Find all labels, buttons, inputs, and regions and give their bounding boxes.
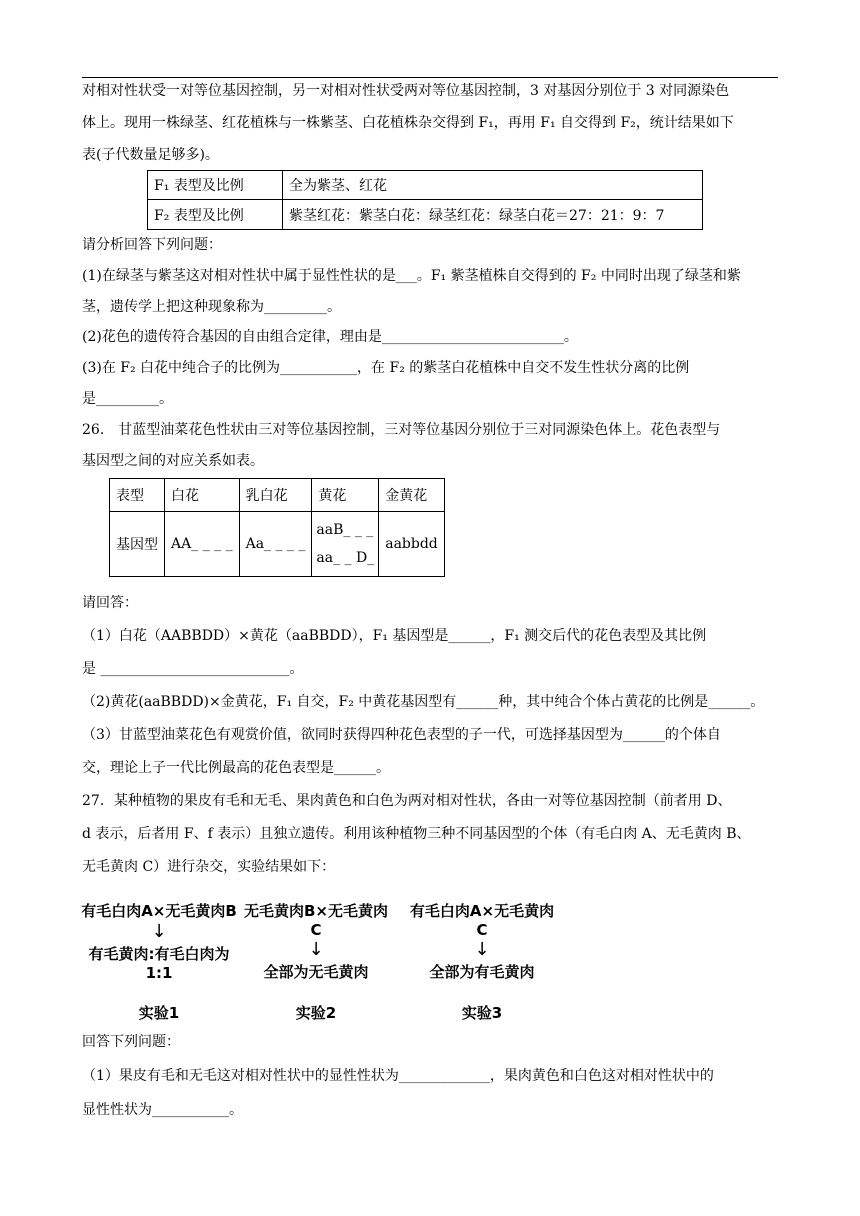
table1-r2c2: 紫茎红花：紫茎白花：绿茎红花：绿茎白花＝27：21：9：7 bbox=[283, 200, 703, 230]
table2-header-yellow: 黄花 bbox=[312, 479, 379, 512]
q26-intro-line-1: 26. 甘蓝型油菜花色性状由三对等位基因控制，三对等位基因分别位于三对同源染色体上。花色表型与 bbox=[82, 422, 721, 438]
q25-p2: (2)花色的遗传符合基因的自由组合定律，理由是__________________________。 bbox=[82, 329, 578, 345]
experiment-2-arrow: ↓ bbox=[308, 939, 324, 960]
table2-cell-yellow bbox=[312, 512, 379, 577]
experiment-1-result: 有毛黄肉:有毛白肉为1:1 bbox=[88, 945, 230, 982]
q25-p1-line-1: (1)在绿茎与紫茎这对相对性状中属于显性性状的是___。F₁ 紫茎植株自交得到的 F₂ 中同时出现了绿茎和紫 bbox=[82, 268, 741, 284]
q27-intro-line-1: 27．某种植物的果皮有毛和无毛、果肉黄色和白色为两对相对性状，各由一对等位基因控制（前者用 D、 bbox=[82, 793, 732, 809]
q26-p2: （2)黄花(aaBBDD)×金黄花，F₁ 自交，F₂ 中黄花基因型有______种，其中纯合个体占黄花的比例是______。 bbox=[82, 694, 765, 710]
table2-cell-white: AA_ _ _ _ bbox=[165, 512, 240, 577]
q25-p1-line-2: 茎，遗传学上把这种现象称为_________。 bbox=[82, 299, 341, 315]
experiment-2 bbox=[240, 900, 392, 1023]
experiment-2-label: 实验2 bbox=[295, 1004, 337, 1022]
q25-p3-line-1: (3)在 F₂ 白花中纯合子的比例为___________，在 F₂ 的紫茎白花植株中自交不发生性状分离的比例 bbox=[82, 360, 690, 376]
table1-r2c1: F₂ 表型及比例 bbox=[148, 200, 283, 230]
q26-prompt: 请回答： bbox=[82, 595, 138, 611]
experiment-1 bbox=[78, 900, 240, 1023]
experiment-3-result: 全部为有毛黄肉 bbox=[429, 963, 535, 981]
q25-p3-line-2: 是_________。 bbox=[82, 391, 173, 407]
header-rule bbox=[82, 77, 778, 78]
experiment-1-cross: 有毛白肉A×无毛黄肉B bbox=[81, 902, 237, 920]
q26-p1-line-1: （1）白花（AABBDD）×黄花（aaBBDD），F₁ 基因型是______，F₁ 测交后代的花色表型及其比例 bbox=[82, 628, 707, 644]
experiment-3-cross: 有毛白肉A×无毛黄肉C bbox=[409, 902, 555, 939]
intro-line-1: 对相对性状受一对等位基因控制，另一对相对性状受两对等位基因控制，3 对基因分别位于 3 对同源染色 bbox=[82, 83, 730, 99]
experiment-3-arrow: ↓ bbox=[474, 939, 490, 960]
table2-cell-golden: aabbdd bbox=[379, 512, 445, 577]
experiment-1-arrow: ↓ bbox=[151, 921, 167, 942]
experiment-2-cross: 无毛黄肉B×无毛黄肉C bbox=[243, 902, 388, 939]
experiment-3-label: 实验3 bbox=[461, 1004, 503, 1022]
experiment-2-result: 全部为无毛黄肉 bbox=[263, 963, 369, 981]
q27-intro-line-3: 无毛黄肉 C）进行杂交，实验结果如下： bbox=[82, 859, 336, 875]
table2-yellow-genotype-1: aaB_ _ _ bbox=[316, 522, 374, 538]
f1-f2-table bbox=[147, 170, 703, 230]
q25-prompt: 请分析回答下列问题： bbox=[82, 237, 222, 253]
experiment-3 bbox=[405, 900, 559, 1023]
intro-line-3: 表(子代数量足够多)。 bbox=[82, 147, 219, 163]
q27-intro-line-2: d 表示，后者用 F、f 表示）且独立遗传。利用该种植物三种不同基因型的个体（有毛白肉 A、无毛黄肉 B、 bbox=[82, 826, 751, 842]
intro-line-2: 体上。现用一株绿茎、红花植株与一株紫茎、白花植株杂交得到 F₁，再用 F₁ 自交得到 F₂，统计结果如下 bbox=[82, 115, 734, 131]
q26-p3-line-1: （3）甘蓝型油菜花色有观赏价值，欲同时获得四种花色表型的子一代，可选择基因型为______的个体自 bbox=[82, 727, 721, 743]
table2-yellow-genotype-2: aa_ _ D_ bbox=[316, 550, 375, 566]
table1-r1c1: F₁ 表型及比例 bbox=[148, 171, 283, 200]
q26-p3-line-2: 交，理论上子一代比例最高的花色表型是______。 bbox=[82, 760, 390, 776]
q27-prompt: 回答下列问题： bbox=[82, 1034, 180, 1050]
table2-header-golden: 金黄花 bbox=[379, 479, 445, 512]
table2-header-white: 白花 bbox=[165, 479, 240, 512]
table2-row-genotype: 基因型 bbox=[110, 512, 165, 577]
table2-cell-milky-white: Aa_ _ _ _ bbox=[239, 512, 312, 577]
q27-p1-line-2: 显性性状为___________。 bbox=[82, 1102, 243, 1118]
q27-p1-line-1: （1）果皮有毛和无毛这对相对性状中的显性性状为_____________，果肉黄色和白色这对相对性状中的 bbox=[82, 1068, 714, 1084]
q26-intro-line-2: 基因型之间的对应关系如表。 bbox=[82, 453, 264, 469]
experiment-1-label: 实验1 bbox=[138, 1004, 180, 1022]
table2-header-milky-white: 乳白花 bbox=[239, 479, 312, 512]
table2-header-phenotype: 表型 bbox=[110, 479, 165, 512]
q26-p1-line-2: 是 ___________________________。 bbox=[82, 661, 304, 677]
flower-color-table bbox=[109, 478, 445, 577]
table1-r1c2: 全为紫茎、红花 bbox=[283, 171, 703, 200]
